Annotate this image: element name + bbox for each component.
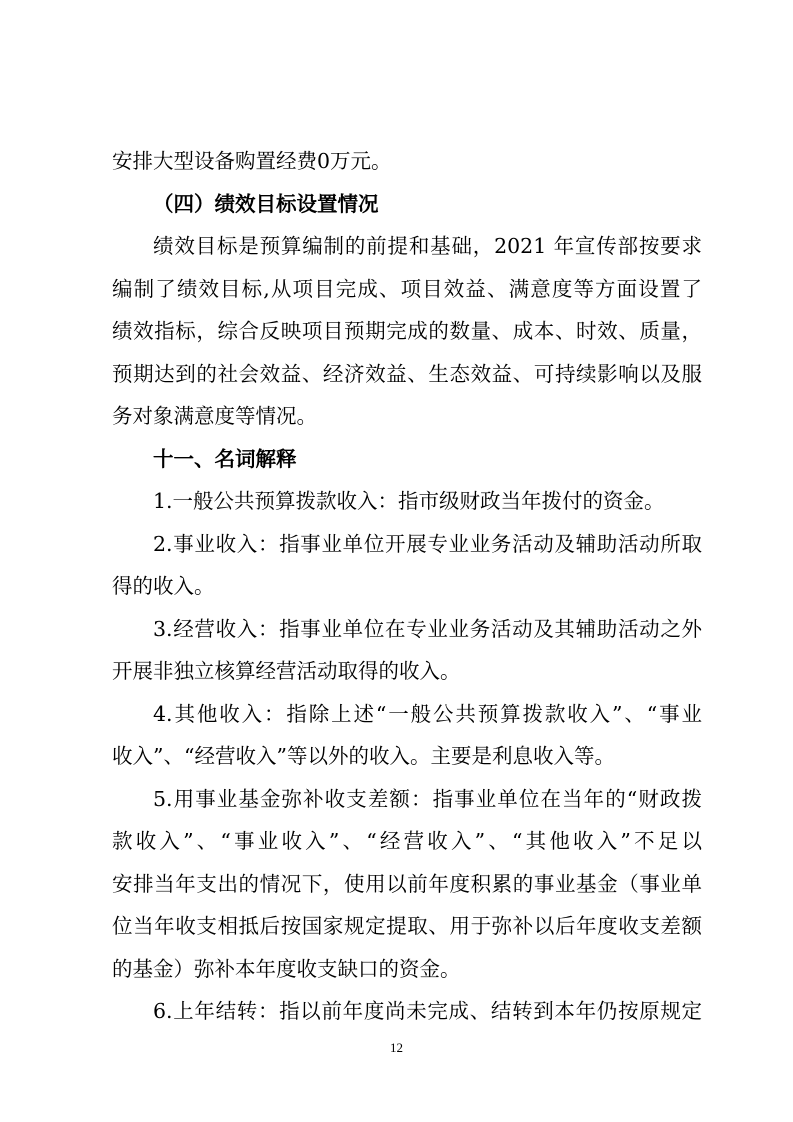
paragraph-line: 安排大型设备购置经费0万元。 — [112, 149, 392, 173]
glossary-item-line: 2.事业收入：指事业单位开展专业业务活动及辅助活动所取 — [153, 531, 702, 556]
paragraph-line: 绩效目标是预算编制的前提和基础，2021 年宣传部按要求 — [153, 234, 702, 258]
glossary-item-line: 3.经营收入：指事业单位在专业业务活动及其辅助活动之外 — [153, 616, 702, 641]
document-body — [112, 140, 702, 1033]
glossary-item-line: 6.上年结转：指以前年度尚未完成、结转到本年仍按原规定 — [153, 999, 702, 1023]
glossary-item-line: 开展非独立核算经营活动取得的收入。 — [112, 659, 461, 683]
paragraph-line: 预期达到的社会效益、经济效益、生态效益、可持续影响以及服 — [112, 361, 702, 386]
glossary-item-line: 1.一般公共预算拨款收入：指市级财政当年拨付的资金。 — [153, 489, 665, 513]
glossary-item-line: 安排当年支出的情况下，使用以前年度积累的事业基金（事业单 — [112, 871, 702, 896]
section-heading-performance-targets: （四）绩效目标设置情况 — [153, 191, 379, 216]
paragraph-line: 务对象满意度等情况。 — [112, 404, 317, 428]
glossary-item-line: 得的收入。 — [112, 574, 215, 598]
paragraph-line: 编制了绩效目标,从项目完成、项目效益、满意度等方面设置了 — [112, 276, 702, 301]
glossary-item-line: 5.用事业基金弥补收支差额：指事业单位在当年的“财政拨 — [153, 786, 702, 811]
glossary-item-line: 4.其他收入：指除上述“一般公共预算拨款收入”、“事业 — [153, 701, 702, 726]
page-number: 12 — [390, 1040, 403, 1055]
glossary-item-line: 的基金）弥补本年度收支缺口的资金。 — [112, 956, 461, 981]
paragraph-line: 绩效指标，综合反映项目预期完成的数量、成本、时效、质量， — [112, 319, 702, 343]
glossary-item-line: 款收入”、“事业收入”、“经营收入”、“其他收入”不足以 — [112, 829, 702, 853]
section-heading-glossary: 十一、名词解释 — [153, 446, 297, 471]
glossary-item-line: 收入”、“经营收入”等以外的收入。主要是利息收入等。 — [112, 744, 615, 768]
glossary-item-line: 位当年收支相抵后按国家规定提取、用于弥补以后年度收支差额 — [112, 914, 702, 938]
